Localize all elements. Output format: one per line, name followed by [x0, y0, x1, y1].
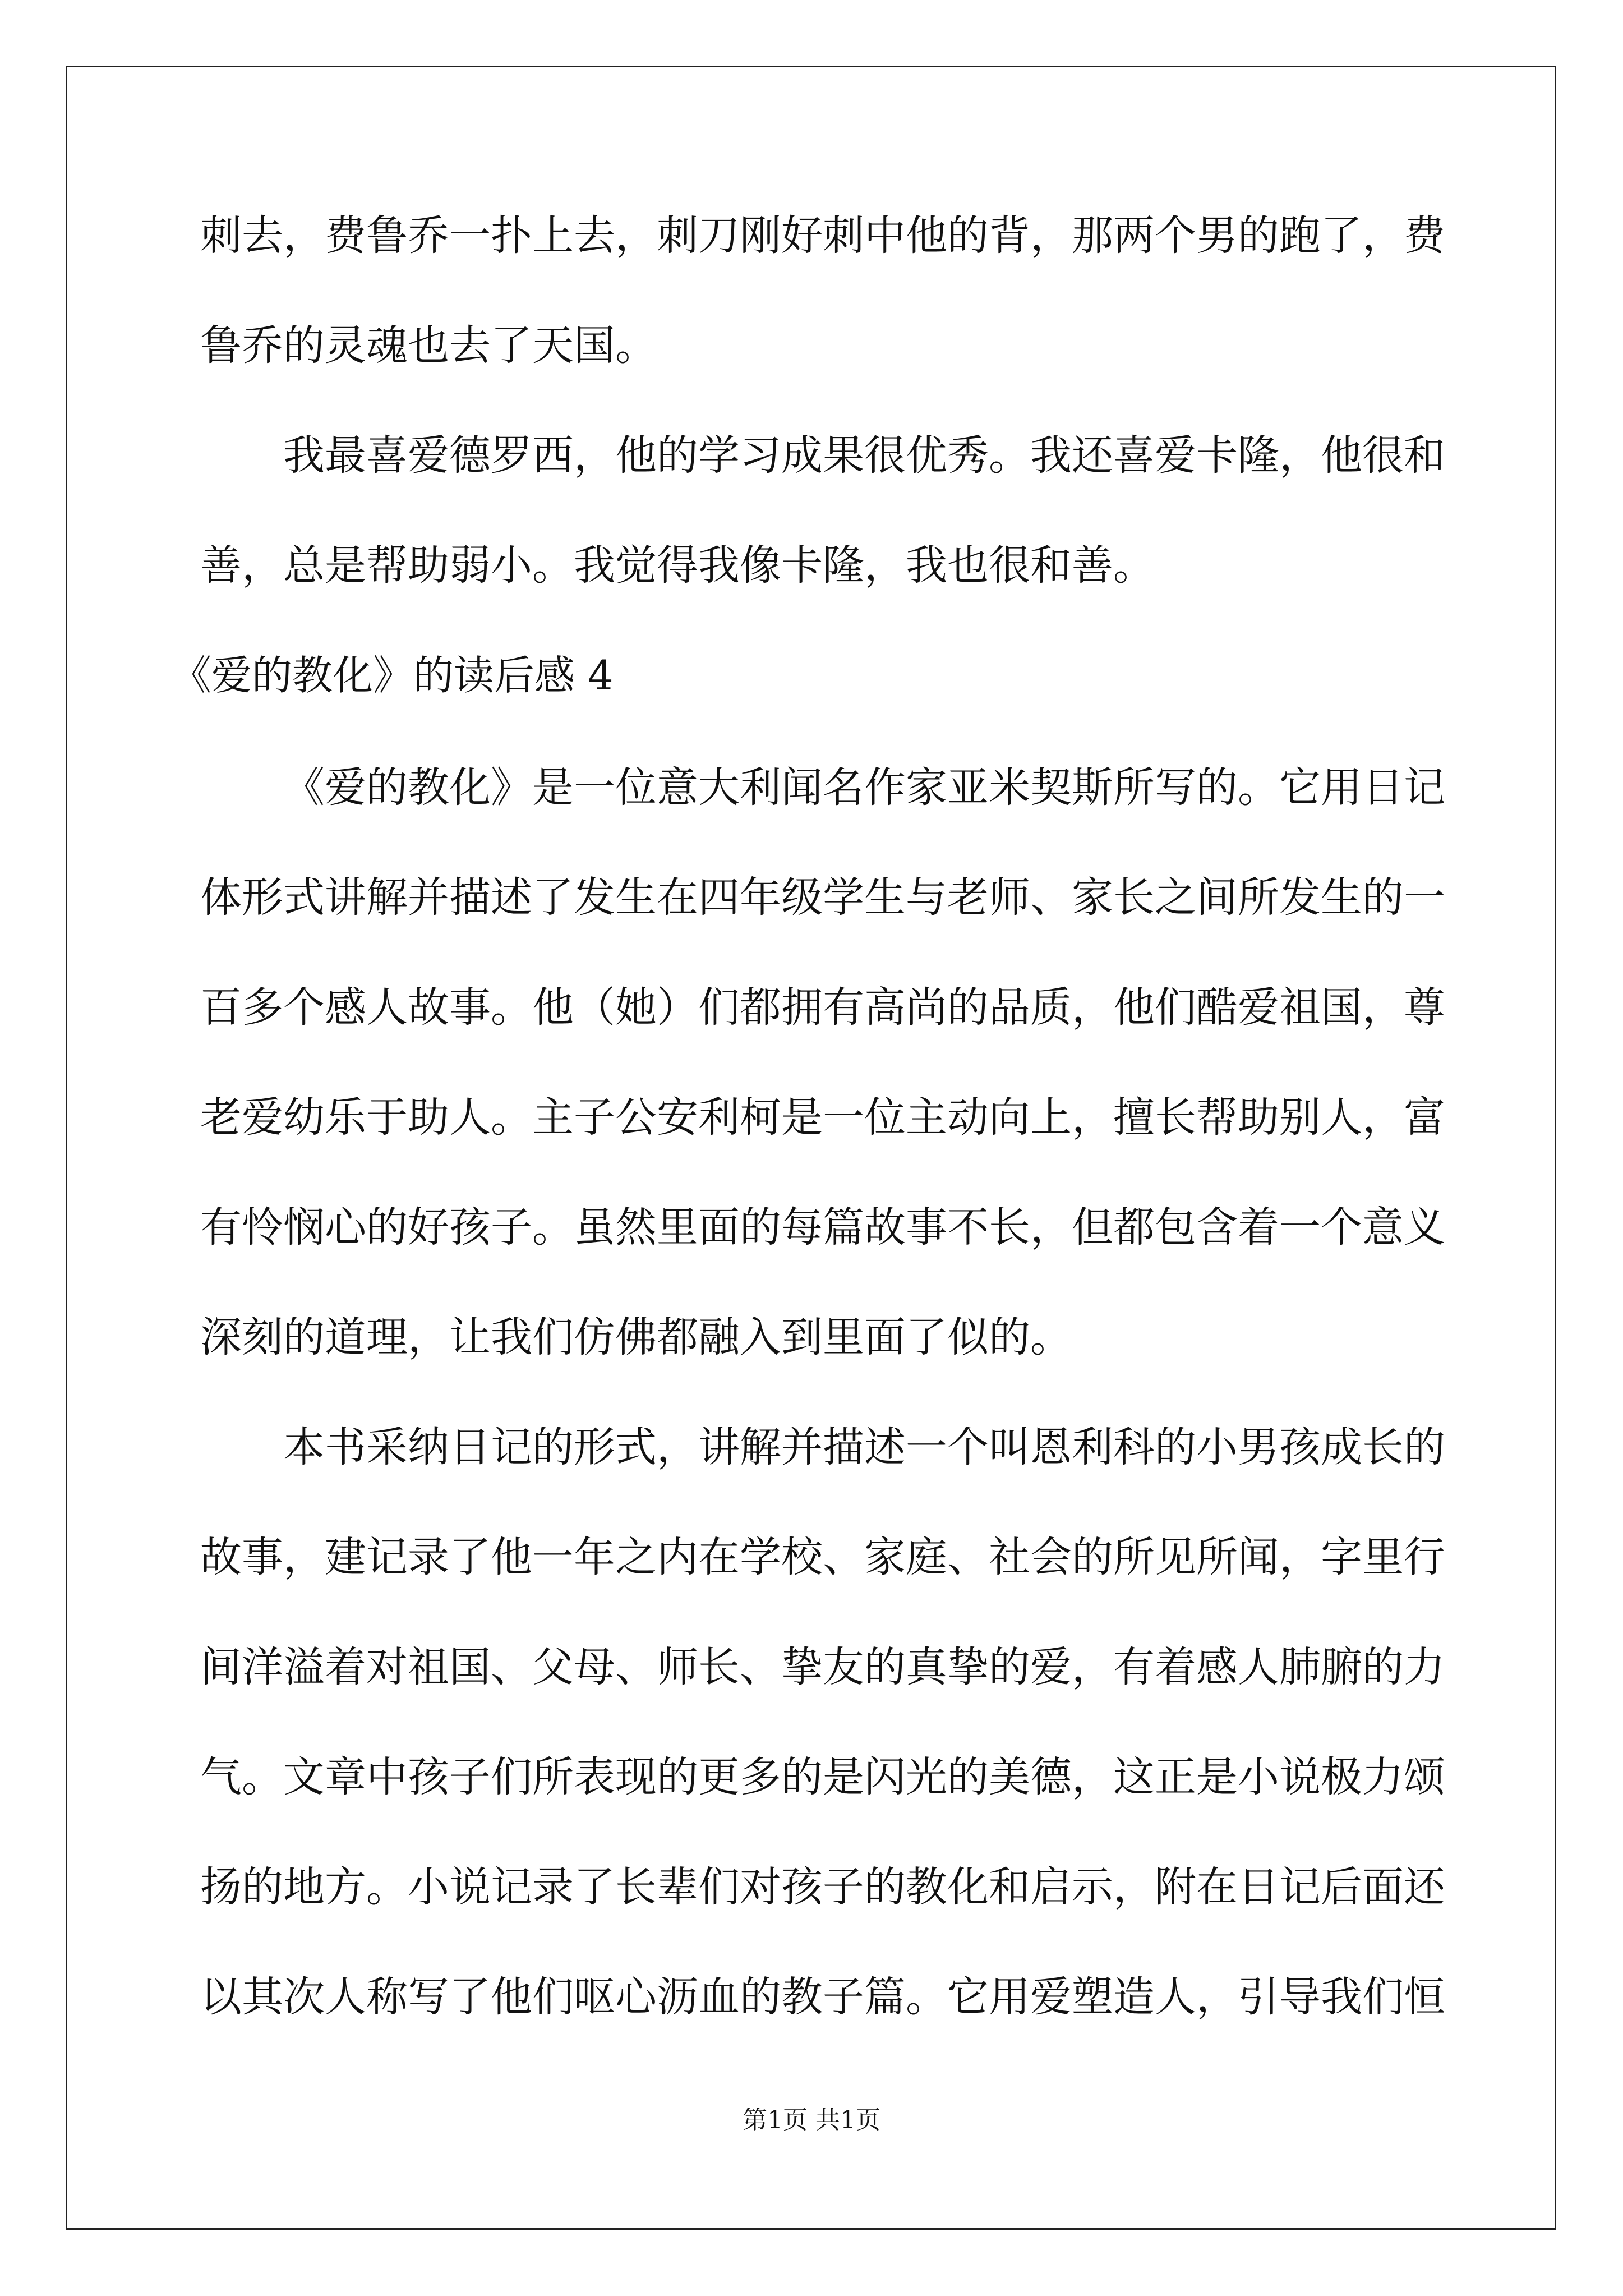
- text-line: 善，总是帮助弱小。我觉得我像卡隆，我也很和善。: [200, 541, 1155, 590]
- text-line: 气。文章中孩子们所表现的更多的是闪光的美德，这正是小说极力颂: [200, 1753, 1445, 1801]
- text-line: 《爱的教化》是一位意大利闻名作家亚米契斯所写的。它用日记: [283, 763, 1445, 812]
- text-line: 有怜悯心的好孩子。虽然里面的每篇故事不长，但都包含着一个意义: [200, 1203, 1445, 1251]
- text-line: 扬的地方。小说记录了长辈们对孩子的教化和启示，附在日记后面还: [200, 1863, 1445, 1911]
- text-line: 故事，建记录了他一年之内在学校、家庭、社会的所见所闻，字里行: [200, 1533, 1445, 1581]
- section-heading: 《爱的教化》的读后感 4: [171, 652, 614, 699]
- text-line: 刺去，费鲁乔一扑上去，刺刀刚好刺中他的背，那两个男的跑了，费: [200, 211, 1445, 260]
- text-line: 体形式讲解并描述了发生在四年级学生与老师、家长之间所发生的一: [200, 873, 1445, 922]
- paragraph-4: [200, 1419, 1445, 2025]
- text-line: 间洋溢着对祖国、父母、师长、挚友的真挚的爱，有着感人肺腑的力: [200, 1643, 1445, 1691]
- document-body: [171, 208, 1445, 2079]
- page-footer: 第1页 共1页: [743, 2106, 880, 2134]
- paragraph-3: [200, 760, 1445, 1365]
- text-line: 深刻的道理，让我们仿佛都融入到里面了似的。: [200, 1313, 1072, 1361]
- paragraph-2: [200, 427, 1445, 593]
- text-line: 我最喜爱德罗西，他的学习成果很优秀。我还喜爱卡隆，他很和: [283, 431, 1445, 480]
- paragraph-1: [200, 208, 1445, 374]
- text-line: 本书采纳日记的形式，讲解并描述一个叫恩利科的小男孩成长的: [283, 1423, 1445, 1471]
- text-line: 百多个感人故事。他（她）们都拥有高尚的品质，他们酷爱祖国，尊: [200, 983, 1445, 1032]
- text-line: 以其次人称写了他们呕心沥血的教子篇。它用爱塑造人，引导我们恒: [200, 1973, 1445, 2021]
- text-line: 鲁乔的灵魂也去了天国。: [200, 321, 657, 370]
- text-line: 老爱幼乐于助人。主子公安利柯是一位主动向上，擅长帮助别人，富: [200, 1093, 1445, 1142]
